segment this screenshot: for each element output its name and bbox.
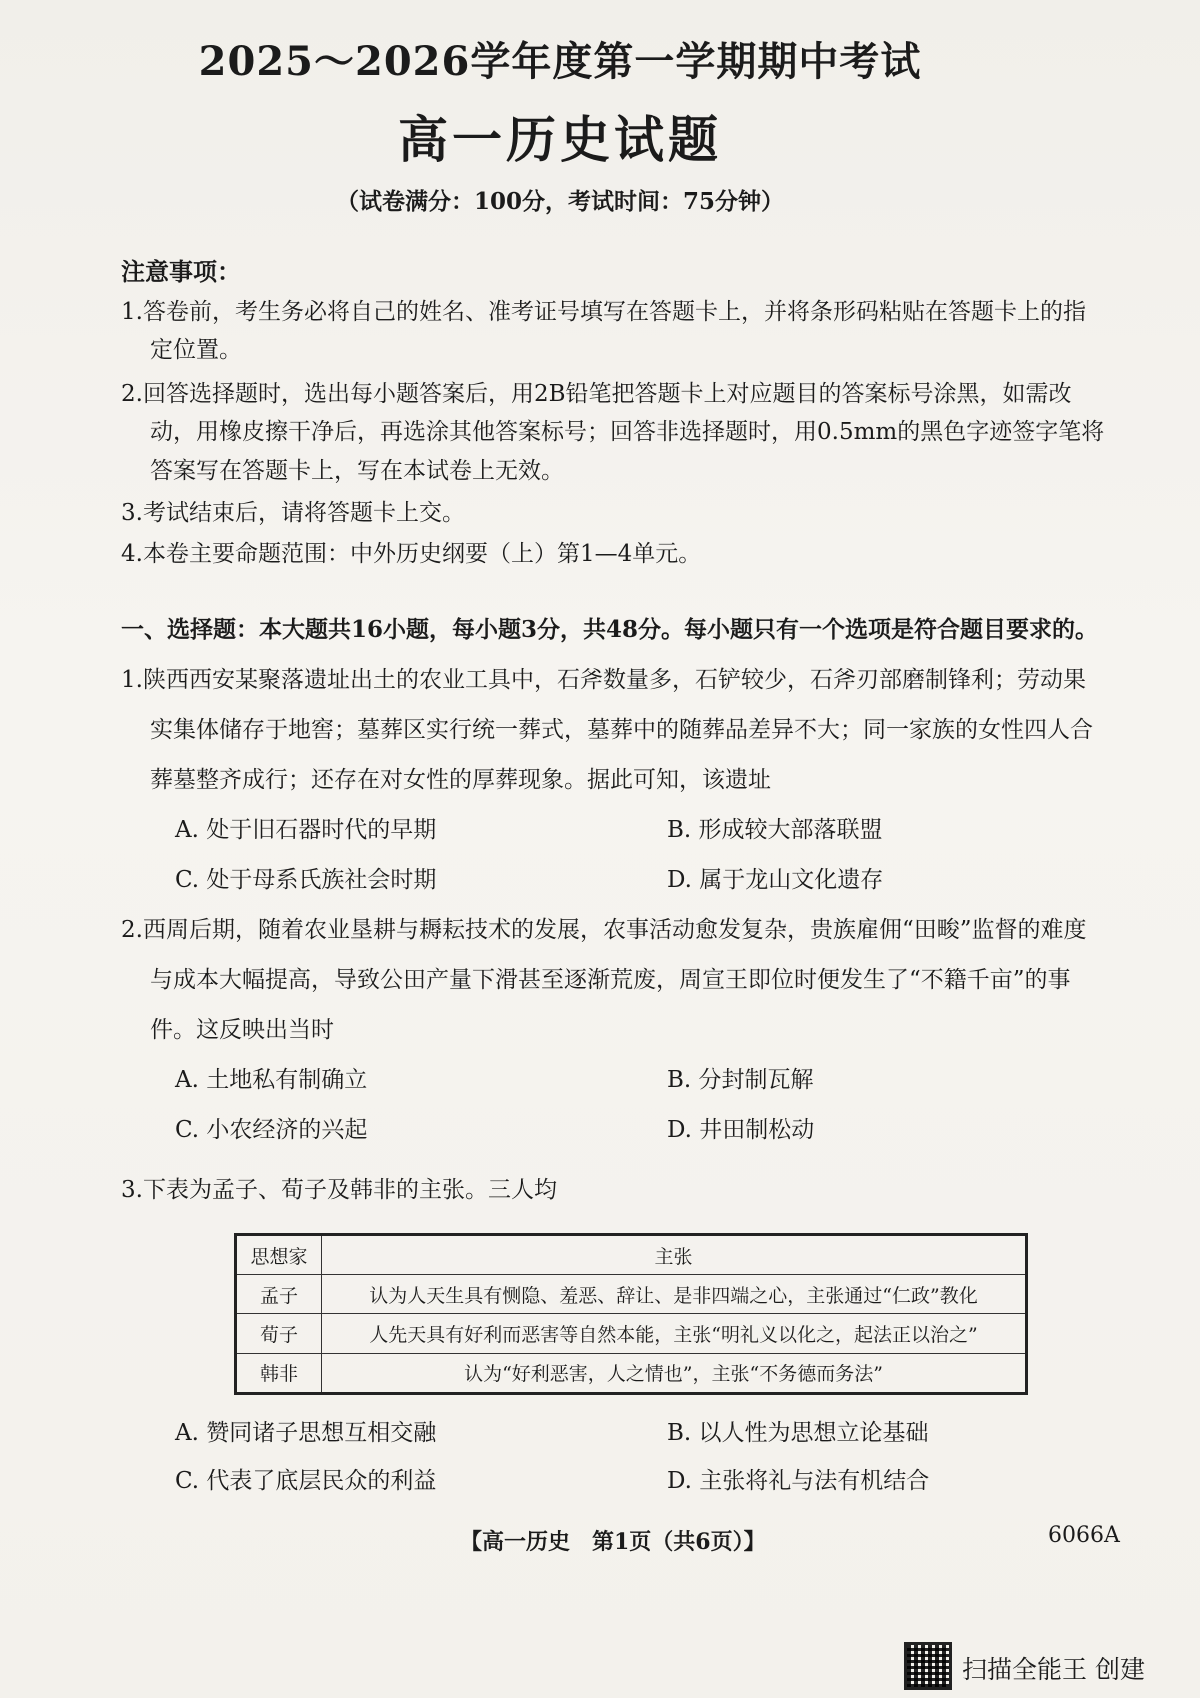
paper-code: 6066A	[1048, 1523, 1120, 1548]
table-header-cell: 主张	[322, 1235, 1027, 1275]
exam-info: （试卷满分：100分，考试时间：75分钟）	[335, 188, 785, 215]
question-3-option-d: D. 主张将礼与法有机结合	[667, 1468, 930, 1494]
question-1-option-a: A. 处于旧石器时代的早期	[175, 817, 437, 843]
notice-line: 定位置。	[150, 337, 242, 363]
table-row	[236, 1314, 1027, 1353]
question-1-stem: 实集体储存于地窖；墓葬区实行统一葬式，墓葬中的随葬品差异不大；同一家族的女性四人合	[150, 717, 1093, 743]
table-cell: 韩非	[236, 1353, 322, 1393]
notice-line: 3.考试结束后，请将答题卡上交。	[121, 500, 465, 526]
question-1-option-b: B. 形成较大部落联盟	[667, 817, 883, 843]
question-2-stem: 件。这反映出当时	[150, 1017, 334, 1043]
scanner-watermark: 扫描全能王 创建	[962, 1655, 1145, 1684]
notice-line: 动，用橡皮擦干净后，再选涂其他答案标号；回答非选择题时，用0.5mm的黑色字迹签字笔将	[150, 419, 1105, 445]
question-3-option-a: A. 赞同诸子思想互相交融	[175, 1420, 437, 1446]
question-3-option-c: C. 代表了底层民众的利益	[175, 1468, 437, 1494]
table-row	[236, 1275, 1027, 1314]
notice-line: 1.答卷前，考生务必将自己的姓名、准考证号填写在答题卡上，并将条形码粘贴在答题卡上的指	[121, 299, 1086, 325]
notice-line: 4.本卷主要命题范围：中外历史纲要（上）第1—4单元。	[121, 541, 702, 567]
qr-code-icon	[904, 1642, 952, 1690]
question-1-option-d: D. 属于龙山文化遗存	[667, 867, 884, 893]
table-cell: 荀子	[236, 1314, 322, 1353]
notice-heading: 注意事项：	[121, 257, 241, 286]
table-header-cell: 思想家	[236, 1235, 322, 1275]
question-2-option-d: D. 井田制松动	[667, 1117, 815, 1143]
subject-title: 高一历史试题	[398, 110, 722, 169]
page-footer: 【高一历史 第1页（共6页）】	[460, 1529, 766, 1555]
section-heading: 一、选择题：本大题共16小题，每小题3分，共48分。每小题只有一个选项是符合题目要求的。	[121, 616, 1099, 643]
exam-title: 2025～2026学年度第一学期期中考试	[198, 38, 922, 85]
question-2-stem: 2.西周后期，随着农业垦耕与耨耘技术的发展，农事活动愈发复杂，贵族雇佣“田畯”监督的难度	[121, 917, 1087, 943]
question-3-option-b: B. 以人性为思想立论基础	[667, 1420, 929, 1446]
table-cell: 孟子	[236, 1275, 322, 1314]
table-cell: 认为“好利恶害，人之情也”，主张“不务德而务法”	[322, 1353, 1027, 1393]
notice-line: 答案写在答题卡上，写在本试卷上无效。	[150, 458, 564, 484]
question-2-option-b: B. 分封制瓦解	[667, 1067, 814, 1093]
question-1-stem: 1.陕西西安某聚落遗址出土的农业工具中，石斧数量多，石铲较少，石斧刃部磨制锋利；劳动果	[121, 667, 1086, 693]
table-cell: 认为人天生具有恻隐、羞恶、辞让、是非四端之心，主张通过“仁政”教化	[322, 1275, 1027, 1314]
question-3-stem: 3.下表为孟子、荀子及韩非的主张。三人均	[121, 1177, 557, 1203]
table-header-row	[236, 1235, 1027, 1275]
question-2-option-a: A. 土地私有制确立	[175, 1067, 368, 1093]
question-1-stem: 葬墓整齐成行；还存在对女性的厚葬现象。据此可知，该遗址	[150, 767, 771, 793]
notice-line: 2.回答选择题时，选出每小题答案后，用2B铅笔把答题卡上对应题目的答案标号涂黑，如需改	[121, 381, 1072, 407]
thinkers-table	[234, 1233, 1028, 1395]
table-row	[236, 1353, 1027, 1393]
question-1-option-c: C. 处于母系氏族社会时期	[175, 867, 437, 893]
question-2-option-c: C. 小农经济的兴起	[175, 1117, 368, 1143]
question-2-stem: 与成本大幅提高，导致公田产量下滑甚至逐渐荒废，周宣王即位时便发生了“不籍千亩”的事	[150, 967, 1071, 993]
table-cell: 人先天具有好利而恶害等自然本能，主张“明礼义以化之，起法正以治之”	[322, 1314, 1027, 1353]
